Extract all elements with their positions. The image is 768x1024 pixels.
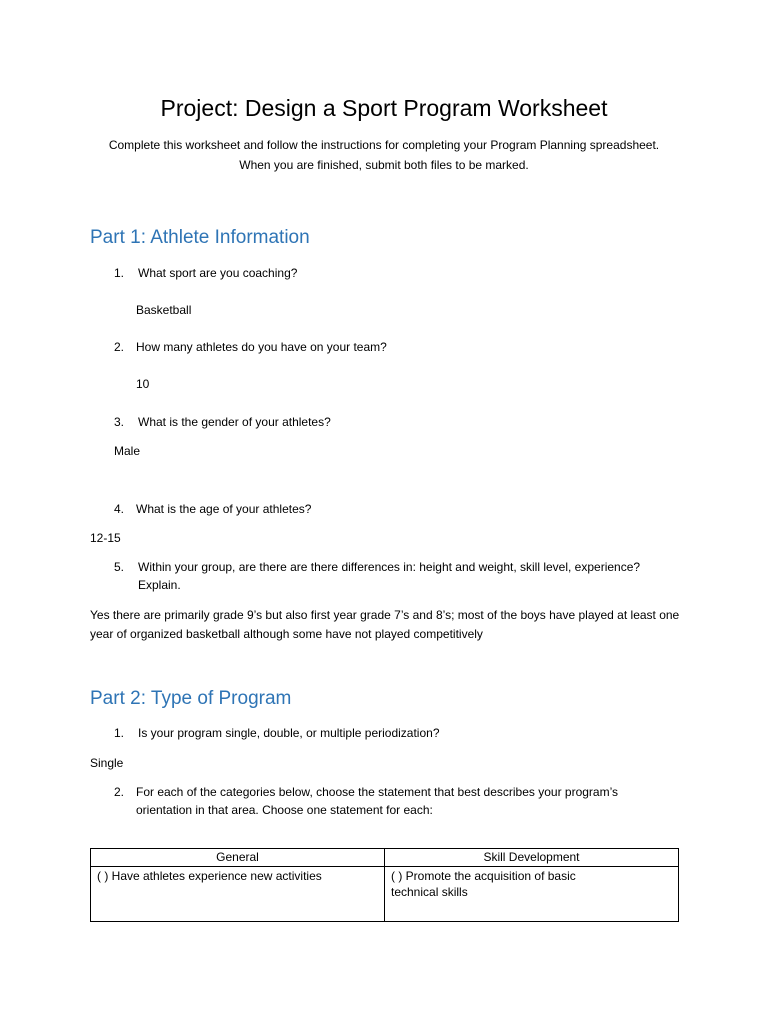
part2-question-1 <box>0 724 768 742</box>
part1-question-4 <box>0 500 768 518</box>
page-title: Project: Design a Sport Program Worksheet <box>160 95 608 121</box>
part1-question-2 <box>0 338 768 356</box>
general-option-cell[interactable]: ( ) Have athletes experience new activities <box>91 867 385 922</box>
question-number: 3. <box>114 415 125 429</box>
part2-answer-1: Single <box>90 756 124 770</box>
question-text: How many athletes do you have on your team? <box>136 340 387 354</box>
table-header-row <box>91 849 679 867</box>
skill-development-option-cell[interactable]: ( ) Promote the acquisition of basic technical skills <box>385 867 679 922</box>
header-general: General <box>91 849 385 867</box>
question-text: What is the gender of your athletes? <box>138 415 331 429</box>
question-text: What sport are you coaching? <box>138 266 298 280</box>
table-row <box>91 867 679 922</box>
part2-heading: Part 2: Type of Program <box>90 688 292 709</box>
part1-heading: Part 1: Athlete Information <box>90 227 310 248</box>
intro-line-2: When you are finished, submit both files to be marked. <box>239 158 529 172</box>
part1-answer-1: Basketball <box>136 303 192 317</box>
question-number: 4. <box>114 502 125 516</box>
question-text: Within your group, are there are there differences in: height and weight, skill level, experience? Explain. <box>138 560 641 592</box>
question-text: Is your program single, double, or multiple periodization? <box>138 726 440 740</box>
question-number: 1. <box>114 266 125 280</box>
part1-question-3 <box>0 413 768 431</box>
part1-question-5 <box>0 558 768 596</box>
question-number: 5. <box>114 560 125 574</box>
header-skill-development: Skill Development <box>385 849 679 867</box>
question-text: For each of the categories below, choose the statement that best describes your program’s orientation in that area. Choose one statement for each: <box>136 785 619 817</box>
part1-answer-4: 12-15 <box>90 531 121 545</box>
orientation-table <box>90 848 679 922</box>
part1-answer-3: Male <box>114 444 141 458</box>
question-text: What is the age of your athletes? <box>136 502 312 516</box>
question-number: 2. <box>114 340 125 354</box>
part1-answer-2: 10 <box>136 377 150 391</box>
part1-question-1 <box>0 264 768 282</box>
intro-line-1: Complete this worksheet and follow the instructions for completing your Program Planning spreadsheet. <box>108 138 660 152</box>
part1-answer-5: Yes there are primarily grade 9’s but also first year grade 7’s and 8’s; most of the boys have played at least one year of organized basketball although some have not played competitively <box>90 608 680 641</box>
part2-question-2 <box>0 783 768 821</box>
question-number: 2. <box>114 785 125 799</box>
question-number: 1. <box>114 726 125 740</box>
